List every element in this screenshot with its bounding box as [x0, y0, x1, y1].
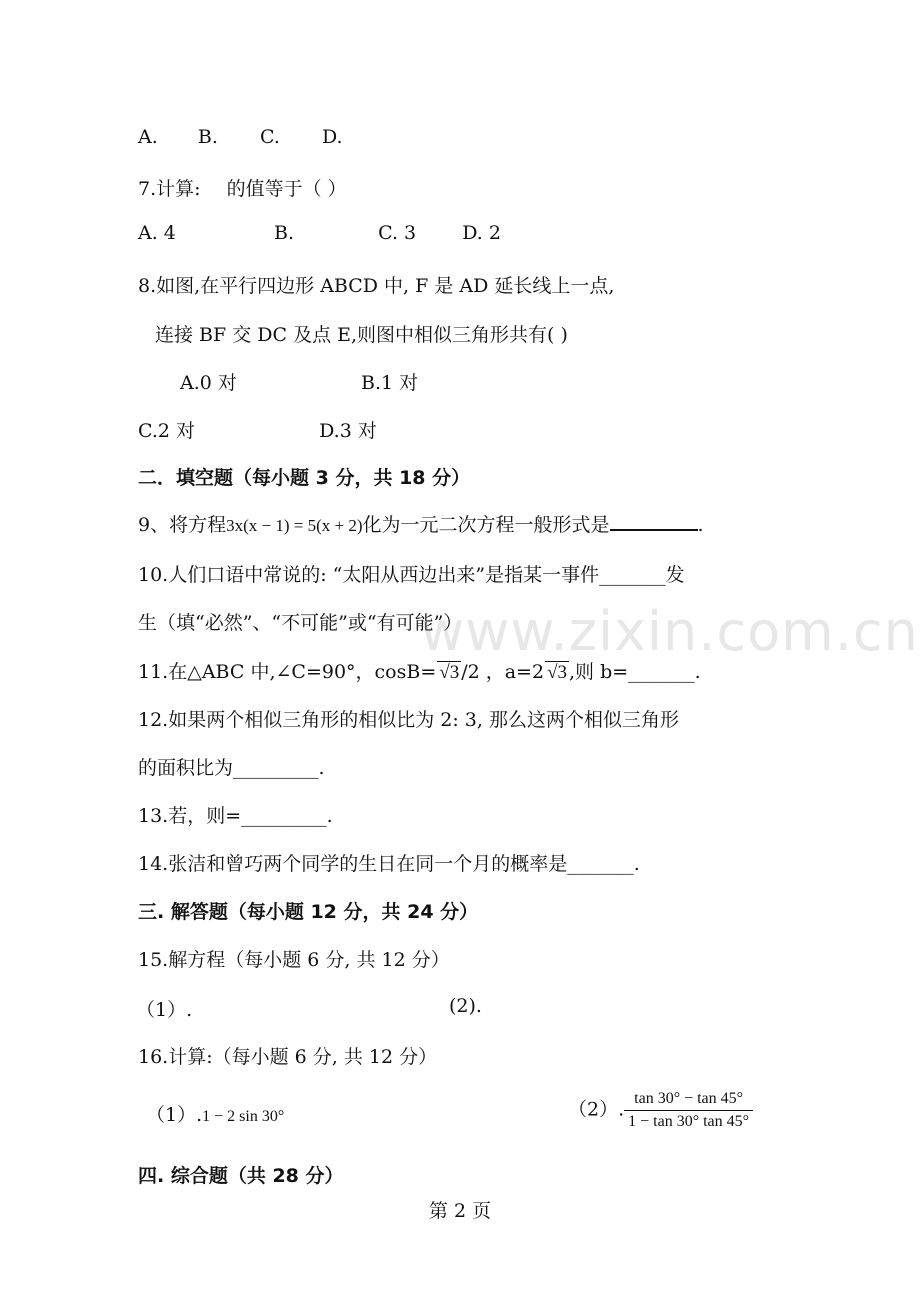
section-4-heading: 四. 综合题（共 28 分）: [138, 1165, 344, 1187]
q10-line1: 10.人们口语中常说的: “太阳从西边出来”是指某一事件_______发: [138, 564, 685, 586]
q6-option-a: A.: [138, 126, 158, 148]
q16-fraction-denominator: 1 − tan 30° tan 45°: [628, 1113, 750, 1130]
q6-option-b: B.: [197, 126, 218, 148]
q11-sqrt-3-a: √3: [439, 662, 460, 683]
watermark: www.zixin.com.cn: [420, 600, 919, 663]
q11-part2: /2 ，a=2: [461, 661, 545, 683]
section-3-heading: 三. 解答题（每小题 12 分，共 24 分）: [138, 901, 479, 923]
q8-options-row1: [180, 368, 418, 395]
q14: 14.张洁和曾巧两个同学的生日在同一个月的概率是_______.: [138, 853, 640, 875]
q16-part1-expression: 1 − 2 sin 30°: [202, 1108, 285, 1125]
q11: [138, 657, 701, 684]
q8-option-b: B.1 对: [360, 372, 419, 394]
q7-option-b: B.: [273, 222, 294, 244]
q16-part2-fraction: [624, 1090, 753, 1131]
q9-prefix: 9、将方程: [138, 514, 227, 536]
q10-line2: 生（填“必然”、“不可能”或“有可能”）: [138, 612, 463, 634]
q11-part1: 11.在△ABC 中,∠C=90°，cosB=: [138, 661, 437, 683]
q16-part1: [146, 1100, 284, 1127]
q8-line2: 连接 BF 交 DC 及点 E,则图中相似三角形共有( ): [155, 324, 568, 346]
q15-title: 15.解方程（每小题 6 分, 共 12 分）: [138, 949, 450, 971]
q15-part1: （1）.: [136, 999, 193, 1021]
q7-option-d: D. 2: [462, 222, 501, 244]
q7-stem-b: 的值等于（ ）: [226, 178, 347, 200]
q7-option-a: A. 4: [138, 222, 176, 244]
q7-stem: [138, 174, 347, 201]
section-2-heading: 二．填空题（每小题 3 分，共 18 分）: [138, 467, 471, 489]
q11-part3: ,则 b=_______.: [569, 661, 701, 683]
q6-option-c: C.: [259, 126, 280, 148]
q9: [138, 510, 704, 537]
q9-suffix: 化为一元二次方程一般形式是: [362, 514, 610, 536]
q16-part1-label: （1）.: [146, 1104, 203, 1126]
q15-part2: (2).: [449, 995, 482, 1017]
q11-sqrt-3-b: √3: [547, 662, 567, 683]
q8-option-a: A.0 对: [180, 372, 237, 394]
q8-options-row2: [138, 416, 377, 443]
q8-option-d: D.3 对: [319, 420, 377, 442]
q8-option-c: C.2 对: [138, 420, 196, 442]
q16-title: 16.计算:（每小题 6 分, 共 12 分）: [138, 1046, 438, 1068]
q12-line2: 的面积比为_________.: [138, 757, 325, 779]
q12-line1: 12.如果两个相似三角形的相似比为 2: 3, 那么这两个相似三角形: [138, 709, 679, 731]
q13: 13.若，则=_________.: [138, 805, 333, 827]
q9-equation: 3x(x − 1) = 5(x + 2): [226, 516, 363, 535]
q6-option-d: D.: [321, 126, 343, 148]
q16-part2-label: （2）.: [568, 1098, 625, 1121]
q6-options: [138, 126, 343, 148]
q7-option-c: C. 3: [378, 222, 417, 244]
q8-line1: 8.如图,在平行四边形 ABCD 中, F 是 AD 延长线上一点,: [138, 275, 615, 297]
q7-stem-a: 7.计算:: [138, 178, 201, 200]
page-number-footer: 第 2 页: [428, 1200, 492, 1222]
q7-options: [138, 222, 501, 244]
q9-end: .: [697, 514, 704, 536]
q16-fraction-numerator: tan 30° − tan 45°: [624, 1090, 753, 1111]
q9-answer-blank: [610, 529, 698, 531]
q16-part2: [568, 1090, 753, 1131]
